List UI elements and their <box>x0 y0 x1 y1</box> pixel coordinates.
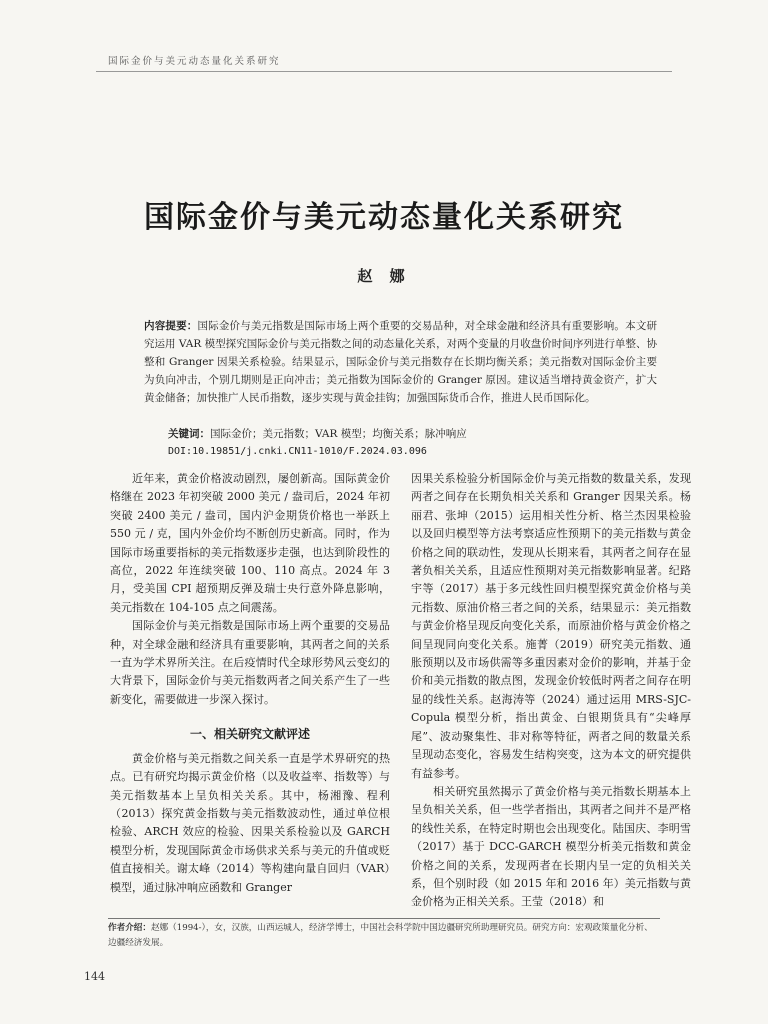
author-name: 赵 娜 <box>357 267 411 285</box>
left-column <box>110 470 390 897</box>
section-heading: 一、相关研究文献评述 <box>189 727 310 742</box>
keywords <box>168 425 658 443</box>
footnote-rule <box>108 918 660 919</box>
abstract-text: 国际金价与美元指数是国际市场上两个重要的交易品种，对全球金融和经济具有重要影响。本文研究运用 VAR 模型探究国际金价与美元指数之间的动态量化关系，对两个变量的月收盘价时间序列进行单整、协整和 Granger 因果关系检验。结果显示，国际金价与美元指数存在长期均衡关系；美元指数对国际金价主要为负向冲击，个别几期则是正向冲击；美元指数为国际金价的 Granger 原因。建议适当增持黄金资产，扩大黄金储备；加快推广人民币指数，逐步实现与黄金挂钩；加强国际货币合作，推进人民币国际化。 <box>144 320 658 405</box>
footnote-label: 作者介绍： <box>108 923 151 933</box>
footnote-text: 赵娜（1994-），女，汉族，山西运城人，经济学博士，中国社会科学院中国边疆研究所助理研究员。研究方向：宏观政策量化分析、边疆经济发展。 <box>108 923 653 948</box>
keywords-label: 关键词： <box>168 428 210 440</box>
paragraph: 黄金价格与美元指数之间关系一直是学术界研究的热点。已有研究均揭示黄金价格（以及收益率、指数等）与美元指数基本上呈负相关关系。其中，杨湘豫、程利（2013）探究黄金指数与美元指数波动性，通过单位根检验、ARCH 效应的检验、因果关系检验以及 GARCH 模型分析，发现国际黄金市场供求关系与美元的升值或贬值直接相关。谢太峰（2014）等构建向量自回归（VAR）模型，通过脉冲响应函数和 Granger <box>110 751 390 894</box>
right-column <box>411 470 691 912</box>
running-head: 国际金价与美元动态量化关系研究 <box>108 56 281 67</box>
page-number: 144 <box>84 970 105 983</box>
paragraph: 国际金价与美元指数是国际市场上两个重要的交易品种，对全球金融和经济具有重要影响，其两者之间的关系一直为学术界所关注。在后疫情时代全球形势风云变幻的大背景下，国际金价与美元指数两者之间关系产生了一些新变化，需要做进一步深入探讨。 <box>110 619 390 706</box>
abstract-label: 内容提要： <box>144 320 198 332</box>
paragraph: 近年来，黄金价格波动剧烈，屡创新高。国际黄金价格继在 2023 年初突破 2000 美元 / 盎司后，2024 年初突破 2400 美元 / 盎司，国内沪金期货价格也一举跃上 550 元 / 克，国内外金价均不断创历史新高。同时，作为国际市场重要指标的美元指数逐步走强，也达到阶段性的高位，2022 年连续突破 100、110 高点。2024 年 3 月，受美国 CPI 超预期反弹及瑞士央行意外降息影响，美元指数在 104-105 点之间震荡。 <box>110 472 390 614</box>
abstract <box>144 317 657 407</box>
header-rule <box>96 71 672 72</box>
keywords-block <box>168 425 658 461</box>
keywords-text: 国际金价；美元指数；VAR 模型；均衡关系；脉冲响应 <box>210 428 467 440</box>
paper-title: 国际金价与美元动态量化关系研究 <box>144 200 624 235</box>
doi: DOI:10.19851/j.cnki.CN11-1010/F.2024.03.096 <box>168 446 427 457</box>
author-footnote <box>108 921 660 951</box>
paragraph: 相关研究虽然揭示了黄金价格与美元指数长期基本上呈负相关关系，但一些学者指出，其两者之间并不是严格的线性关系，在特定时期也会出现变化。陆国庆、李明雪（2017）基于 DCC-GARCH 模型分析美元指数和黄金价格之间的关系，发现两者在长期内呈一定的负相关关系，但个别时段（如 2015 年和 2016 年）美元指数与黄金价格为正相关关系。王莹（2018）和 <box>411 784 691 909</box>
paragraph: 因果关系检验分析国际金价与美元指数的数量关系，发现两者之间存在长期负相关关系和 Granger 因果关系。杨丽君、张坤（2015）运用相关性分析、格兰杰因果检验以及回归模型等方法考察适应性预期下的美元指数与黄金价格之间的联动性，发现从长期来看，其两者之间存在显著负相关关系，且适应性预期对美元指数影响显著。纪路宇等（2017）基于多元线性回归模型探究黄金价格与美元指数、原油价格三者之间的关系，结果显示：美元指数与黄金价格呈现反向变化关系，而原油价格与黄金价格之间呈现同向变化关系。施菁（2019）研究美元指数、通胀预期以及市场供需等多重因素对金价的影响，并基于金价和美元指数的散点图，发现金价较低时两者之间存在明显的线性关系。赵海涛等（2024）通过运用 MRS-SJC-Copula 模型分析，指出黄金、白银期货具有“尖峰厚尾”、波动聚集性、非对称等特征，两者之间的数量关系呈现动态变化，容易发生结构突变，这为本文的研究提供有益参考。 <box>411 472 691 780</box>
